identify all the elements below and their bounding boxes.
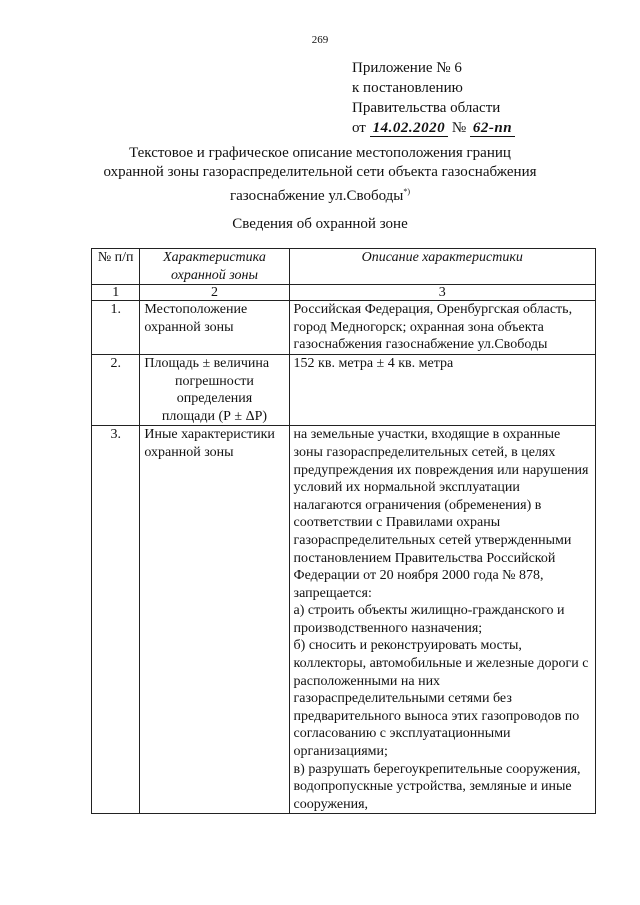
from-label: от xyxy=(352,120,366,136)
appendix-block xyxy=(352,58,515,138)
characteristic-line: определения xyxy=(176,391,253,407)
characteristic-line: Площадь ± величина xyxy=(144,355,270,371)
description-paragraph: б) сносить и реконструировать мосты, коллекторы, автомобильные и железные дороги с расположенными на них газораспределительными сетями без предварительного выноса этих газопроводов по согласованию с эксплуатационными организациями; xyxy=(293,638,589,760)
col-number-1: 1 xyxy=(92,285,140,301)
row-characteristic: Местоположение охранной зоны xyxy=(140,301,289,355)
table-row xyxy=(92,301,596,355)
col-number-2: 2 xyxy=(140,285,289,301)
row-num: 2. xyxy=(92,354,140,425)
handwritten-number: 62-пп xyxy=(470,120,515,137)
zone-table xyxy=(91,248,596,814)
title-line-1: Текстовое и графическое описание местоположения границ xyxy=(129,145,511,161)
document-title xyxy=(90,144,550,206)
title-line-3-text: газоснабжение ул.Свободы xyxy=(229,188,404,204)
appendix-line-1: Приложение № 6 xyxy=(352,60,462,76)
row-characteristic xyxy=(140,354,289,425)
row-description: Российская Федерация, Оренбургская область, город Медногорск; охранная зона объекта газоснабжения газоснабжение ул.Свободы xyxy=(289,301,595,355)
description-paragraph: на земельные участки, входящие в охранные зоны газораспределительных сетей, в целях предупреждения их повреждения или нарушения условий их нормальной эксплуатации налагаются ограничения (обременения) в соответствии с Правилами охраны газораспределительных сетей утвержденными постановлением Правительства Российской Федерации от 20 ноября 2000 года № 878, запрещается: xyxy=(293,427,589,601)
title-line-2: охранной зоны газораспределительной сети объекта газоснабжения xyxy=(103,164,537,180)
appendix-date-line xyxy=(352,118,515,138)
handwritten-date: 14.02.2020 xyxy=(370,120,449,137)
header-description: Описание характеристики xyxy=(289,249,595,285)
characteristic-line: площади (Р ± ΔР) xyxy=(161,408,268,424)
characteristic-line: погрешности xyxy=(175,373,254,389)
footnote-mark: *) xyxy=(403,187,411,196)
table-header-row xyxy=(92,249,596,285)
appendix-line-2: к постановлению xyxy=(352,80,463,96)
title-line-3 xyxy=(90,182,550,206)
column-number-row xyxy=(92,285,596,301)
row-num: 3. xyxy=(92,426,140,814)
row-num: 1. xyxy=(92,301,140,355)
page-number: 269 xyxy=(311,34,329,46)
col-number-3: 3 xyxy=(289,285,595,301)
header-characteristic: Характеристика охранной зоны xyxy=(140,249,289,285)
header-num: № п/п xyxy=(92,249,140,285)
section-title: Сведения об охранной зоне xyxy=(232,216,408,232)
appendix-line-3: Правительства области xyxy=(352,100,501,116)
description-paragraph: а) строить объекты жилищно-гражданского и производственного назначения; xyxy=(293,603,565,636)
table-row xyxy=(92,354,596,425)
row-characteristic: Иные характеристики охранной зоны xyxy=(140,426,289,814)
table-row xyxy=(92,426,596,814)
number-label: № xyxy=(451,120,467,136)
description-paragraph: в) разрушать берегоукрепительные сооружения, водопропускные устройства, земляные и иные сооружения, xyxy=(293,761,581,812)
row-description xyxy=(289,426,595,814)
row-description: 152 кв. метра ± 4 кв. метра xyxy=(289,354,595,425)
